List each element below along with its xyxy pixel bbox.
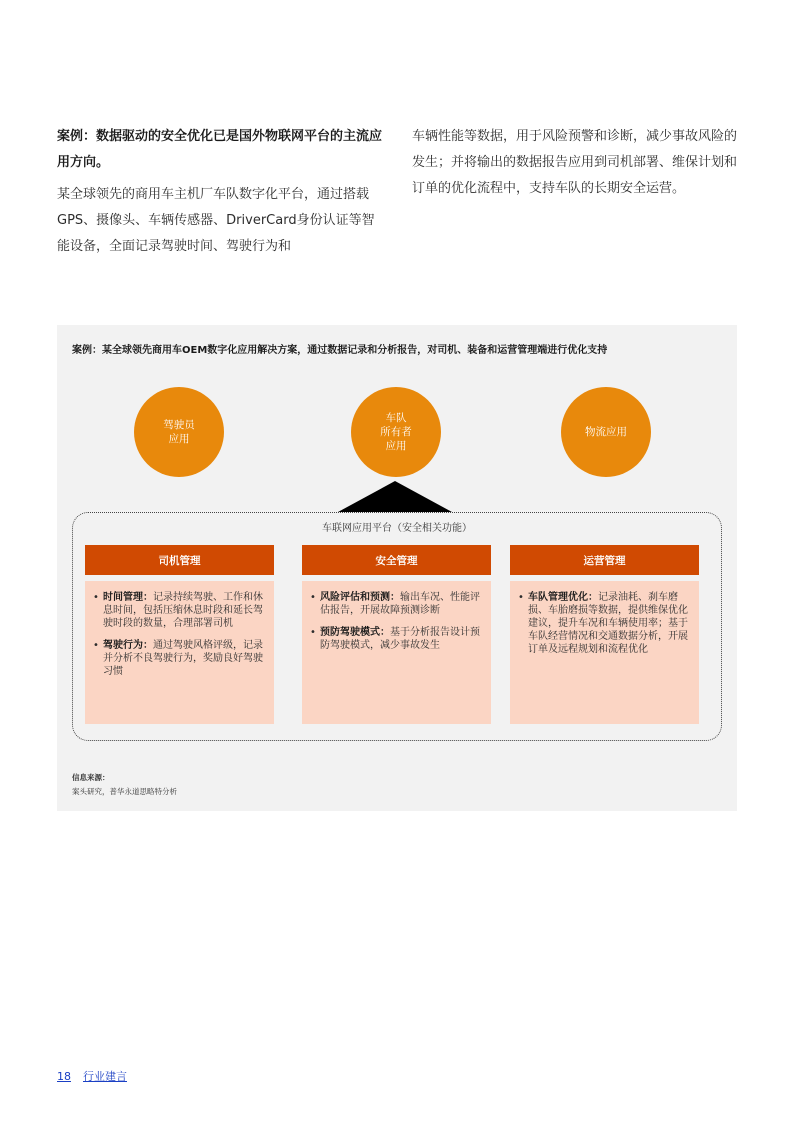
item-term: 风险评估和预测： <box>320 592 400 603</box>
item-term: 驾驶行为： <box>103 640 153 651</box>
item-text: 记录油耗、刹车磨损、车胎磨损等数据，提供维保优化建议，提升车况和车辆使用率；基于车队经营情况和交通数据分析，开展订单及远程规划和流程优化 <box>528 592 688 655</box>
source-note <box>72 771 177 799</box>
circle-label-line: 驾驶员 <box>163 419 195 431</box>
item-term: 预防驾驶模式： <box>320 627 390 638</box>
item-term: 时间管理： <box>103 592 153 603</box>
bullet: • <box>93 592 99 603</box>
page-number: 18 <box>57 1070 71 1083</box>
bullet: • <box>93 640 99 651</box>
list-item <box>310 626 485 652</box>
bullet: • <box>310 592 316 603</box>
list-item <box>93 591 268 630</box>
right-paragraph: 车辆性能等数据，用于风险预警和诊断，减少事故风险的发生；并将输出的数据报告应用到司机部署、维保计划和订单的优化流程中，支持车队的长期安全运营。 <box>412 129 738 196</box>
source-text: 案头研究，普华永道思略特分析 <box>72 787 177 796</box>
bullet: • <box>518 592 524 603</box>
list-item <box>310 591 485 617</box>
operations-management-header: 运营管理 <box>510 545 699 575</box>
circle-label-line: 物流应用 <box>585 426 627 438</box>
item-text: 基于分析报告设计预防驾驶模式，减少事故发生 <box>320 627 480 651</box>
left-text-column <box>57 124 383 260</box>
section-name: 行业建言 <box>83 1070 127 1083</box>
driver-management-header: 司机管理 <box>85 545 274 575</box>
figure-title: 案例：某全球领先商用车OEM数字化应用解决方案，通过数据记录和分析报告，对司机、装备和运营管理端进行优化支持 <box>72 345 608 356</box>
right-text-column <box>412 124 738 202</box>
list-item <box>518 591 693 656</box>
platform-label: 车联网应用平台（安全相关功能） <box>322 523 472 534</box>
circle-label-line: 应用 <box>385 440 407 452</box>
item-term: 车队管理优化： <box>528 592 598 603</box>
connector-triangle <box>338 481 452 512</box>
safety-management-header: 安全管理 <box>302 545 491 575</box>
list-item <box>93 639 268 678</box>
driver-app-circle <box>134 387 224 477</box>
item-text: 记录持续驾驶、工作和休息时间，包括压缩休息时段和延长驾驶时段的数量，合理部署司机 <box>103 592 263 629</box>
case-heading: 案例：数据驱动的安全优化已是国外物联网平台的主流应用方向。 <box>57 129 383 170</box>
driver-management-body <box>85 581 274 724</box>
page-footer[interactable] <box>57 1068 139 1084</box>
left-paragraph: 某全球领先的商用车主机厂车队数字化平台，通过搭载GPS、摄像头、车辆传感器、DriverCard身份认证等智能设备，全面记录驾驶时间、驾驶行为和 <box>57 187 375 254</box>
circle-label-line: 车队 <box>385 412 407 424</box>
fleet-owner-app-circle <box>351 387 441 477</box>
safety-management-body <box>302 581 491 724</box>
bullet: • <box>310 627 316 638</box>
operations-management-body <box>510 581 699 724</box>
item-text: 通过驾驶风格评级，记录并分析不良驾驶行为，奖励良好驾驶习惯 <box>103 640 263 677</box>
circle-label-line: 所有者 <box>380 426 412 438</box>
item-text: 输出车况、性能评估报告，开展故障预测诊断 <box>320 592 480 616</box>
logistics-app-circle <box>561 387 651 477</box>
case-figure-panel <box>57 325 737 811</box>
source-label: 信息来源： <box>72 773 110 782</box>
circle-label-line: 应用 <box>168 433 190 445</box>
